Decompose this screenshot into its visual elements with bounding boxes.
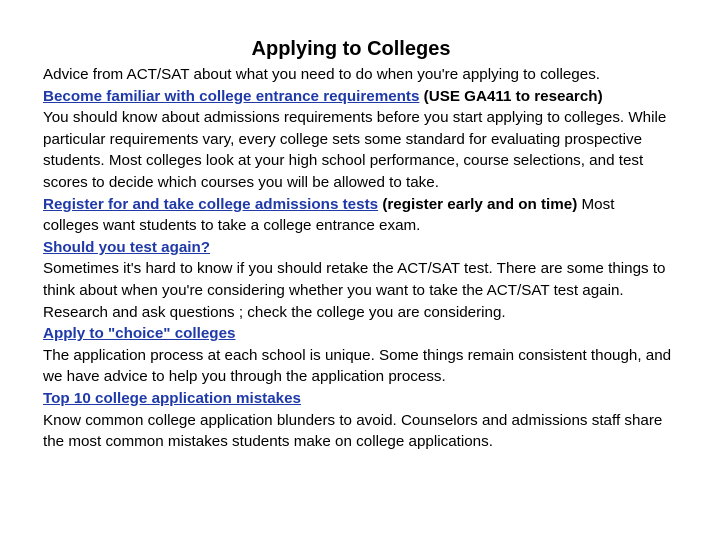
section-text-mistakes: Know common college application blunders to avoid. Counselors and admissions staff share the most common mistakes students make on college applications. xyxy=(43,411,663,451)
section-heading-requirements xyxy=(43,86,673,108)
link-test-again[interactable]: Should you test again? xyxy=(43,238,211,256)
note-research: (USE GA411 to research) xyxy=(419,87,603,105)
section-text-requirements: You should know about admissions requirements before you start applying to colleges. While particular requirements vary, every college sets some standard for evaluating prospective students. Most colleges look at your high school performance, course selections, and test scores to decide which courses you will be allowed to take. xyxy=(43,109,667,191)
link-entrance-requirements[interactable]: Become familiar with college entrance requirements xyxy=(43,87,420,105)
page-title: Applying to Colleges xyxy=(251,38,451,60)
note-register-early: (register early and on time) xyxy=(378,195,578,213)
link-application-mistakes[interactable]: Top 10 college application mistakes xyxy=(43,389,301,407)
section-text-test-again: Sometimes it's hard to know if you should retake the ACT/SAT test. There are some things to think about when you're considering whether you want to take the ACT/SAT test again. Research and ask questions ; check the college you are considering. xyxy=(43,260,666,321)
section-heading-mistakes xyxy=(43,388,673,410)
link-choice-colleges[interactable]: Apply to "choice" colleges xyxy=(43,325,236,343)
link-admissions-tests[interactable]: Register for and take college admissions tests xyxy=(43,195,379,213)
section-heading-choice-colleges xyxy=(43,323,673,345)
section-heading-tests xyxy=(43,194,673,237)
content-body xyxy=(43,64,673,453)
section-heading-test-again xyxy=(43,237,673,259)
section-inline-text-tests: Most colleges want students to take a college entrance exam. xyxy=(43,195,615,235)
intro-text: Advice from ACT/SAT about what you need to do when you're applying to colleges. xyxy=(43,66,601,83)
section-text-choice-colleges: The application process at each school is unique. Some things remain consistent though, and we have advice to help you through the application process. xyxy=(43,346,672,386)
